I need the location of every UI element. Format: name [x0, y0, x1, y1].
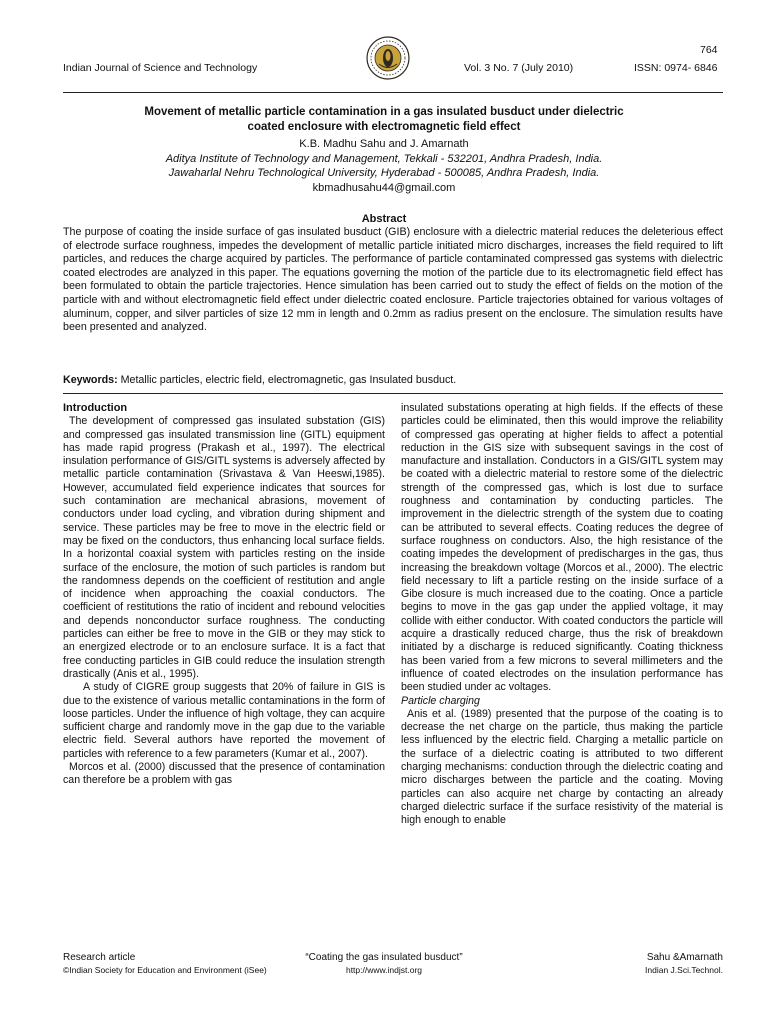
- left-column: [63, 402, 385, 788]
- page-number: 764: [700, 44, 718, 56]
- journal-abbreviation: Indian J.Sci.Technol.: [645, 965, 723, 975]
- society-credit: ©Indian Society for Education and Environment (iSee): [63, 965, 267, 975]
- abstract-text: The purpose of coating the inside surface of gas insulated busduct (GIB) enclosure with a dielectric material reduces the deleterious effect of electrode surface roughness, impedes the development of metallic particle initiated micro discharges, increases the field required to lift particles, and reduces the charge acquired by particles. The performance of particle contaminated compressed gas systems with dielectric coated electrodes are analyzed in this paper. The equations governing the motion of the particle due to its electromagnetic field effect has been formulated to obtain the particle trajectories. Hence simulation has been carried out to study the effect of fields on the motion of the particle with and without electromagnetic field effect under dielectric coated enclosure. Particle trajectories obtained for various voltages of aluminum, copper, and silver particles of size 12 mm in length and 0.2mm as radius present on the enclosure. The simulation results have been presented and analyzed.: [63, 226, 723, 334]
- author-email[interactable]: kbmadhusahu44@gmail.com: [312, 181, 456, 194]
- abstract-heading: Abstract: [361, 213, 407, 225]
- affiliation-1: Aditya Institute of Technology and Management, Tekkali - 532201, Andhra Pradesh, India.: [165, 152, 603, 165]
- journal-url[interactable]: http://www.indjst.org: [345, 965, 423, 975]
- keywords-text: Metallic particles, electric field, electromagnetic, gas Insulated busduct.: [117, 374, 457, 386]
- volume-info: Vol. 3 No. 7 (July 2010): [464, 62, 574, 74]
- author-block: [90, 137, 678, 195]
- affiliation-2: Jawaharlal Nehru Technological University, Hyderabad - 500085, Andhra Pradesh, India.: [168, 167, 600, 179]
- intro-paragraph-3: Morcos et al. (2000) discussed that the presence of contamination can therefore be a problem with gas: [63, 761, 385, 787]
- footer-left: [63, 952, 267, 976]
- intro-paragraph-1: The development of compressed gas insulated substation (GIS) and compressed gas insulated transmission line (GITL) equipment has made rapid progress (Prakash et al., 1997). The electrical insulation performance of GIS/GITL systems is adversely affected by metallic particle contamination (Srivastava & Van Heeswi,1985). However, accumulated field experience indicates that sources for such contamination are mechanical abrasions, movement of conductors under load cycling, and vibration during shipment and service. These particles may be free to move in the electric field or may be fixed on the conductors, thus enhancing local surface fields. In a horizontal coaxial system with particles resting on the inside surface of the enclosure, the motion of such particles is random but the randomness depends on the coefficient of restitution and angle of incidence when approaching the coaxial conductors. The coefficient of restitutions the ratio of incident and rebound velocities and depends nonconductor surface roughness. The conducting particles can either be free to move in the GIB or they may stick to an energized electrode or to an enclosure surface. It is a fact that free conducting particles in GIB could reduce the insulation strength drastically (Anis et al., 1995).: [63, 415, 385, 680]
- journal-name: Indian Journal of Science and Technology: [63, 62, 258, 74]
- right-column: [401, 402, 723, 828]
- keywords: [63, 374, 723, 386]
- right-paragraph-1: insulated substations operating at high fields. If the effects of these particles could be eliminated, then this would improve the reliability of compressed gas operating at higher fields to affect a potential reduction in the GIS size with subsequent savings in the cost of manufacture and installation. Conductors in a GIS/GITL system may be coated with a dielectric material to restore some of the dielectric strength of the compressed gas, which is lost due to surface roughness and contamination by conducting particles. The improvement in the dielectric strength of the system due to coating can be attributed to several effects. Coating reduces the degree of surface roughness on conductors. Also, the high resistance of the coating impedes the development of predischarges in the gas, thus increasing the breakdown voltage (Morcos et al., 2000). The electric field necessary to lift a particle resting on the inside surface of a Gibe closure is much increased due to the coating. Once a particle begins to move in the gas gap under the applied voltage, it may collide with either conductor. With coated conductors the particle will acquire a drastically reduced charge, thus the risk of breakdown initiated by a discharge is reduced significantly. Coating thickness has been varied from a few microns to several millimeters and the influence of coated electrodes on the insulation performance has been studied under ac voltages.: [401, 402, 723, 694]
- article-title: Movement of metallic particle contamination in a gas insulated busduct under dielectric coated enclosure with electromagnetic field effect: [144, 106, 624, 133]
- keywords-label: Keywords:: [63, 374, 118, 386]
- right-paragraph-2: Anis et al. (1989) presented that the purpose of the coating is to decrease the net charge on the particle, thus making the particle less influenced by the electric field. Charging a metallic particle on the surface of a dielectric coating is attributed to two different charging mechanisms: conduction through the dielectric coating and micro discharges between the particle and the coating. Moving particles can also acquire net charge by contacting an already charged dielectric surface if the surface resistivity of the material is high enough to enable: [401, 707, 723, 827]
- subsection-heading-particle-charging: Particle charging: [401, 694, 480, 707]
- journal-seal-icon: [366, 36, 410, 80]
- intro-paragraph-2: A study of CIGRE group suggests that 20% of failure in GIS is due to the existence of various metallic contaminations in the form of loose particles. Under the influence of high voltage, they can acquire sufficient charge and randomly move in the gap due to the variable electric field. Several authors have reported the movement of particles with reference to a few parameters (Kumar et al., 2007).: [63, 681, 385, 760]
- running-title: “Coating the gas insulated busduct”: [305, 952, 463, 963]
- authors: K.B. Madhu Sahu and J. Amarnath: [299, 138, 469, 150]
- footer-center: [264, 952, 504, 976]
- keywords-rule: [63, 393, 723, 394]
- article-type: Research article: [63, 952, 136, 963]
- section-heading-introduction: Introduction: [63, 402, 128, 414]
- header-rule: [63, 92, 723, 93]
- footer-right: [560, 952, 723, 976]
- issn: ISSN: 0974- 6846: [634, 62, 718, 74]
- authors-short: Sahu &Amarnath: [646, 952, 723, 963]
